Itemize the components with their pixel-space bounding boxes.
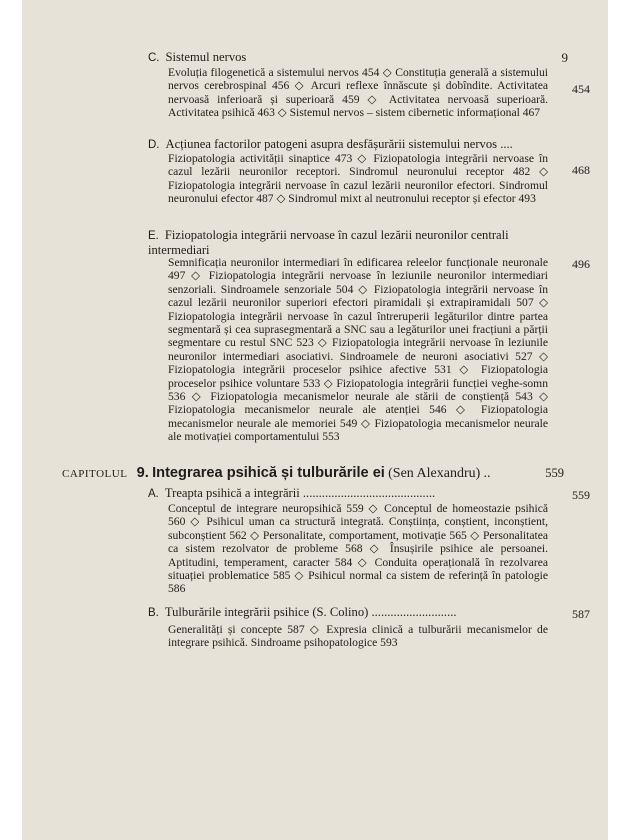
chapter-title: Integrarea psihică și tulburările ei [152,465,385,481]
book-page [22,0,608,840]
toc-section-d-heading [148,137,548,152]
chapter-page: 559 [545,466,564,480]
page-number: 9 [561,50,568,65]
toc-section-b-heading [148,605,548,620]
chapter-9-heading [62,465,578,482]
section-c-page: 454 [572,82,590,96]
section-b-body: Generalități și concepte 587 ◇ Expresia clinică a tulburării mecanismelor de integrare psihică. Sindroame psihopatologice 593 [168,623,548,650]
section-title: Acțiunea factorilor patogeni asupra desfășurării sistemului nervos [165,137,498,151]
section-dots: .......................................... [302,486,436,500]
section-letter: A. [148,488,159,500]
section-d-page: 468 [572,163,590,177]
section-letter: D. [148,139,160,151]
section-letter: E. [148,230,159,242]
section-title: Fiziopatologia integrării nervoase în cazul lezării neuronilor centrali intermediari [148,228,509,257]
section-b-page: 587 [572,607,590,621]
chapter-dots: .. [483,466,491,481]
toc-section-a-heading [148,486,548,501]
chapter-number: 9. [136,465,149,481]
section-e-page: 496 [572,257,590,271]
toc-section-e-heading [148,228,546,257]
section-e-body: Semnificația neuronilor intermediari în edificarea releelor funcționale neuronale 497 ◇ Fiziopatologia integrării nervoase în leziunile neuronilor intermediari senzoriali. Sindroamele senzoriale 504 ◇ Fiziopatologia integrării nervoase în cazul lezării neuronilor superiori efectori piramidali și extrapiramidali 507 ◇ Fiziopatologia integrării nervoase în cazul întreruperii legăturilor dintre partea segmentară și cea suprasegmentară a SNC sau a legăturilor unei fracțiuni a părții segmentare cu restul SNC 523 ◇ Fiziopatologia integrării nervoase în leziunile neuronilor intermediari asociativi. Sindroamele de neuroni asociativi 527 ◇ Fiziopatologia integrării proceselor psihice afective 531 ◇ Fiziopatologia proceselor psihice voluntare 533 ◇ Fiziopatologia integrării funcției veghe-somn 536 ◇ Fiziopatologia mecanismelor neurale ale stării de conștiență 543 ◇ Fiziopatologia mecanismelor neurale ale atenției 546 ◇ Fiziopatologia mecanismelor neurale ale memoriei 549 ◇ Fiziopatologia mecanismelor neurale ale motivației comportamentului 553 [168,256,548,444]
section-title: Sistemul nervos [165,50,247,64]
section-a-page: 559 [572,488,590,502]
section-c-body: Evoluția filogenetică a sistemului nervos 454 ◇ Constituția generală a sistemului nervos cerebrospinal 456 ◇ Arcuri reflexe înnăscute și dobîndite. Activitatea nervoasă inferioară și superioară 459 ◇ Activitatea nervoasă superioară. Activitatea psihică 463 ◇ Sistemul nervos – sistem cibernetic informațional 467 [168,66,548,120]
section-a-body: Conceptul de integrare neuropsihică 559 ◇ Conceptul de homeostazie psihică 560 ◇ Psihicul uman ca structură integrată. Conștiința, conștient, inconștient, subconștient 562 ◇ Personalitate, comportament, motivație 565 ◇ Personalitatea ca sistem rezolvator de probleme 568 ◇ Însușirile psihice ale persoanei. Aptitudini, temperament, caracter 584 ◇ Conduita operațională în rezolvarea situației problematice 585 ◇ Psihicul normal ca sistem de referință în patologie 586 [168,502,548,596]
toc-section-c-heading [148,50,538,65]
chapter-author: (Sen Alexandru) [388,466,481,481]
section-title: Tulburările integrării psihice (S. Colino) [164,605,369,619]
section-dots: ........................... [371,605,457,619]
chapter-label: CAPITOLUL [62,468,128,480]
section-letter: B. [148,607,159,619]
section-d-body: Fiziopatologia activității sinaptice 473 ◇ Fiziopatologia integrării nervoase în cazul lezării neuronilor receptori. Sindromul neuronului receptor 482 ◇ Fiziopatologia integrării nervoase în cazul lezării neuronilor efectori. Sindromul neuronului efector 487 ◇ Sindromul mixt al neutronului receptor și efector 493 [168,152,548,206]
section-title: Treapta psihică a integrării [164,486,300,500]
section-dots: .... [500,137,513,151]
section-letter: C. [148,52,160,64]
